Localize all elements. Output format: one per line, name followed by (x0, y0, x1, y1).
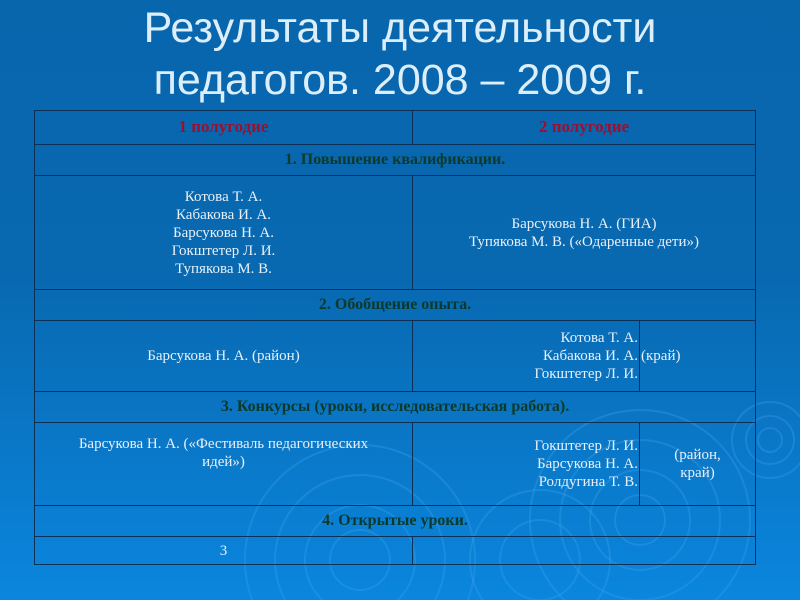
slide-title (0, 2, 800, 106)
cell-s1-half2: Барсукова Н. А. (ГИА) Тупякова М. В. («Одаренные дети») (413, 176, 756, 290)
section-row (35, 392, 756, 423)
title-line-1: Результаты деятельности (143, 4, 657, 52)
table-row (35, 423, 756, 506)
cell-s3-half2-names: Гокштетер Л. И. Барсукова Н. А. Ролдугина Т. В. (413, 423, 640, 506)
header-half-1: 1 полугодие (35, 111, 413, 145)
section-title-2: 2. Обобщение опыта. (35, 290, 756, 321)
cell-s3-half1: Барсукова Н. А. («Фестиваль педагогических идей») (35, 423, 413, 506)
cell-s3-half2-level: (район, край) (640, 423, 756, 506)
results-table (34, 110, 756, 565)
cell-s2-half1: Барсукова Н. А. (район) (35, 321, 413, 392)
section-row (35, 290, 756, 321)
cell-s4-half1: 3 (35, 537, 413, 565)
table-row (35, 321, 756, 392)
header-row (35, 111, 756, 145)
cell-s2-half2-level: (край) (640, 321, 756, 392)
section-title-1: 1. Повышение квалификации. (35, 145, 756, 176)
cell-s1-half1: Котова Т. А. Кабакова И. А. Барсукова Н. А. Гокштетер Л. И. Тупякова М. В. (35, 176, 413, 290)
section-title-4: 4. Открытые уроки. (35, 506, 756, 537)
table-row (35, 537, 756, 565)
section-row (35, 145, 756, 176)
section-row (35, 506, 756, 537)
cell-s2-half2-names: Котова Т. А. Кабакова И. А. Гокштетер Л. И. (413, 321, 640, 392)
cell-s4-half2 (413, 537, 756, 565)
table-row (35, 176, 756, 290)
header-half-2: 2 полугодие (413, 111, 756, 145)
title-line-2: педагогов. 2008 – 2009 г. (153, 56, 647, 104)
section-title-3: 3. Конкурсы (уроки, исследовательская работа). (35, 392, 756, 423)
